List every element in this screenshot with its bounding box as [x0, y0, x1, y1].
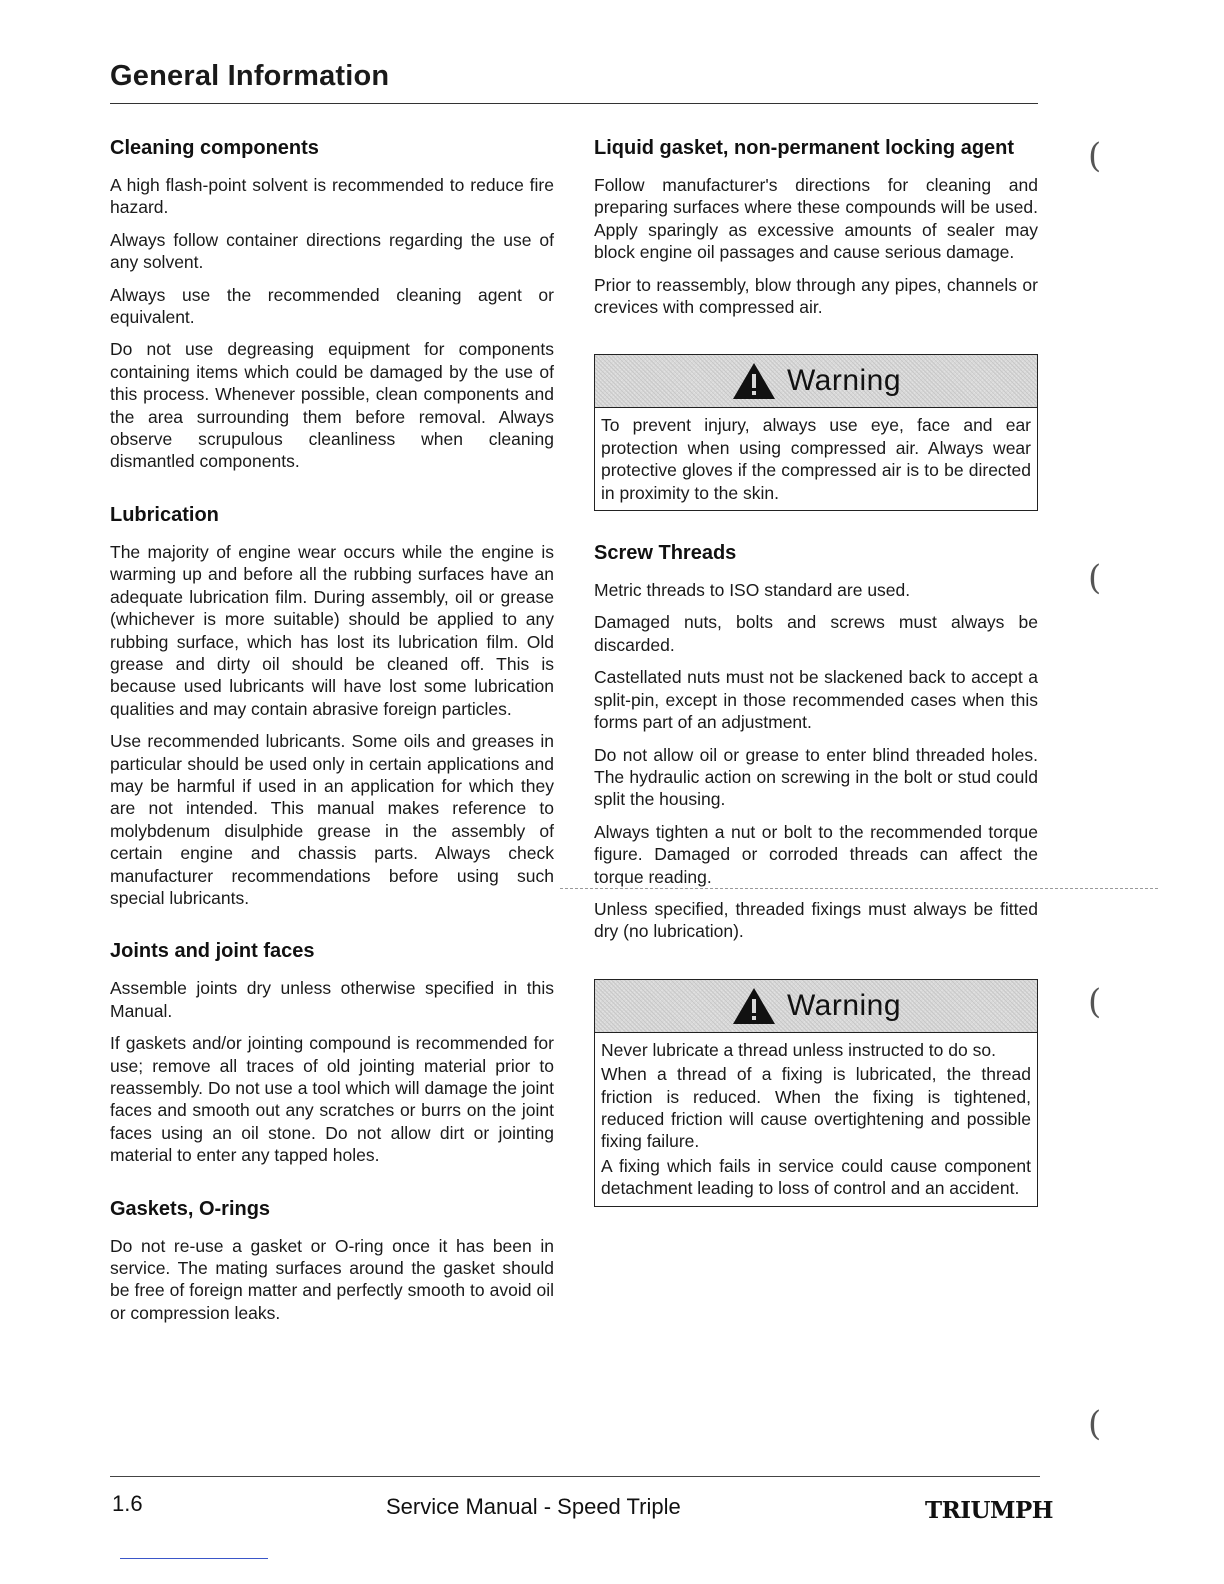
- section-heading: Liquid gasket, non-permanent locking agent: [594, 137, 1015, 159]
- paragraph: If gaskets and/or jointing compound is recommended for use; remove all traces of old jointing material prior to reassembly. Do not use a tool which will damage the joint faces and smooth out any scratches or burrs on the joint faces using an oil stone. Do not allow dirt or jointing material to enter any tapped holes.: [110, 1033, 554, 1166]
- warning-triangle-icon: [731, 361, 777, 401]
- paragraph: The majority of engine wear occurs while the engine is warming up and before all the rubbing surfaces have an adequate lubrication film. During assembly, oil or grease (whichever is more suitable) should be applied to any rubbing surface, which has lost its lubrication film. Old grease and dirty oil should be cleaned off. This is because used lubricants will have lost some lubrication qualities and may contain abrasive foreign particles.: [110, 541, 554, 719]
- section-joints: [110, 939, 554, 1166]
- section-lubrication: [110, 503, 554, 910]
- paragraph: Prior to reassembly, blow through any pipes, channels or crevices with compressed air.: [594, 274, 1038, 318]
- paragraph: Always use the recommended cleaning agent or equivalent.: [110, 284, 554, 328]
- paragraph: Use recommended lubricants. Some oils and greases in particular should be used only in certain applications and may be harmful if used in an application for which they are not intended. This manual makes reference to molybdenum disulphide grease in the assembly of certain engine and chassis parts. Always check manufacturer recommendations before using such special lubricants.: [110, 731, 554, 908]
- header-divider: [110, 103, 1038, 104]
- warning-text: To prevent injury, always use eye, face and ear protection when using compressed air. Always wear protective gloves if the compressed air is to be directed in proximity to the skin.: [601, 415, 1031, 503]
- warning-header: [595, 980, 1037, 1033]
- binder-hole-mark: (: [1088, 558, 1102, 598]
- warning-box-thread-lubrication: [594, 979, 1038, 1207]
- binder-hole-mark: (: [1088, 982, 1102, 1022]
- warning-text: Never lubricate a thread unless instructed to do so.: [601, 1039, 996, 1060]
- section-heading: Lubrication: [110, 503, 219, 526]
- paragraph: Follow manufacturer's directions for cleaning and preparing surfaces where these compounds will be used. Apply sparingly as excessive amounts of sealer may block engine oil passages and cause serious damage.: [594, 175, 1038, 263]
- section-gaskets: [110, 1197, 554, 1325]
- paragraph: A high flash-point solvent is recommended to reduce fire hazard.: [110, 175, 554, 218]
- paragraph: Do not use degreasing equipment for components containing items which could be damaged by the use of this process. Whenever possible, clean components and the area surrounding them before removal. Always observe scrupulous cleanliness when cleaning dismantled components.: [110, 339, 554, 472]
- warning-title: Warning: [786, 988, 902, 1022]
- section-liquid-gasket: [594, 136, 1038, 318]
- section-screw-threads: [594, 541, 1038, 943]
- paragraph: Castellated nuts must not be slackened back to accept a split-pin, except in those recommended cases when this forms part of an adjustment.: [594, 667, 1038, 733]
- paragraph: Do not allow oil or grease to enter blind threaded holes. The hydraulic action on screwing in the bolt or stud could split the housing.: [594, 744, 1038, 810]
- section-heading: Screw Threads: [594, 542, 737, 565]
- section-heading: Joints and joint faces: [110, 940, 315, 963]
- warning-body: [595, 1033, 1037, 1206]
- footer-manual-title: Service Manual - Speed Triple: [386, 1494, 681, 1519]
- paragraph: Unless specified, threaded fixings must always be fitted dry (no lubrication).: [594, 898, 1038, 942]
- warning-text: A fixing which fails in service could cause component detachment leading to loss of control and an accident.: [601, 1155, 1031, 1199]
- warning-triangle-icon: [731, 986, 777, 1026]
- footer-divider: [110, 1476, 1040, 1477]
- paragraph: Do not re-use a gasket or O-ring once it has been in service. The mating surfaces around the gasket should be free of foreign matter and perfectly smooth to avoid oil or compression leaks.: [110, 1235, 554, 1323]
- right-column: [594, 136, 1038, 1237]
- section-heading: Cleaning components: [110, 137, 319, 159]
- warning-title: Warning: [786, 364, 902, 398]
- scan-artifact-line: [120, 1558, 268, 1559]
- paragraph: Assemble joints dry unless otherwise specified in this Manual.: [110, 978, 554, 1021]
- page-number: 1.6: [112, 1491, 143, 1516]
- page-title: General Information: [110, 60, 390, 92]
- binder-hole-mark: (: [1088, 136, 1102, 176]
- warning-body: [595, 408, 1037, 510]
- paragraph: Always tighten a nut or bolt to the recommended torque figure. Damaged or corroded threads can affect the torque reading.: [594, 821, 1038, 887]
- paragraph: Always follow container directions regarding the use of any solvent.: [110, 229, 554, 273]
- scan-artifact-line: [560, 888, 1158, 889]
- warning-header: [595, 355, 1037, 408]
- paragraph: Damaged nuts, bolts and screws must always be discarded.: [594, 612, 1038, 655]
- left-column: [110, 136, 554, 1354]
- section-heading: Gaskets, O-rings: [110, 1197, 271, 1220]
- warning-box-compressed-air: [594, 354, 1038, 511]
- paragraph: Metric threads to ISO standard are used.: [594, 580, 911, 601]
- warning-text: When a thread of a fixing is lubricated, the thread friction is reduced. When the fixing is tightened, reduced friction will cause overtightening and possible fixing failure.: [601, 1064, 1031, 1152]
- binder-hole-mark: (: [1088, 1404, 1102, 1444]
- brand-logo: TRIUMPH: [925, 1497, 1054, 1524]
- section-cleaning-components: [110, 136, 554, 473]
